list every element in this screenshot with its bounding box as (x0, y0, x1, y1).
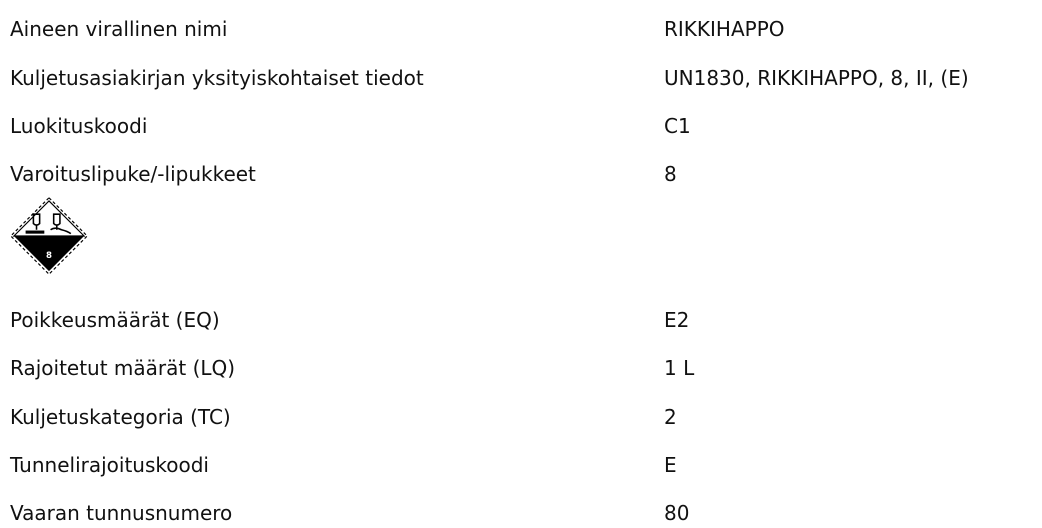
label-tunnel-restriction-code: Tunnelirajoituskoodi (10, 453, 209, 477)
label-hazard-labels: Varoituslipuke/-lipukkeet (10, 162, 256, 186)
label-transport-category: Kuljetuskategoria (TC) (10, 405, 231, 429)
value-limited-quantities: 1 L (664, 356, 695, 380)
row-limited-quantities (0, 353, 1042, 383)
value-hazard-identification-number: 80 (664, 501, 690, 525)
row-classification-code (0, 111, 1042, 141)
row-hazard-labels (0, 159, 1042, 189)
row-substance-name (0, 14, 1042, 44)
value-transport-category: 2 (664, 405, 677, 429)
hazard-class-number: 8 (46, 250, 52, 261)
row-excepted-quantities (0, 305, 1042, 335)
label-excepted-quantities: Poikkeusmäärät (EQ) (10, 308, 220, 332)
value-tunnel-restriction-code: E (664, 453, 677, 477)
label-transport-document-details: Kuljetusasiakirjan yksityiskohtaiset tiedot (10, 66, 424, 90)
value-transport-document-details: UN1830, RIKKIHAPPO, 8, II, (E) (664, 66, 969, 90)
value-substance-name: RIKKIHAPPO (664, 17, 785, 41)
value-excepted-quantities: E2 (664, 308, 690, 332)
label-hazard-identification-number: Vaaran tunnusnumero (10, 501, 233, 525)
value-hazard-labels: 8 (664, 162, 677, 186)
label-classification-code: Luokituskoodi (10, 114, 148, 138)
row-tunnel-restriction-code (0, 450, 1042, 480)
label-substance-name: Aineen virallinen nimi (10, 17, 228, 41)
row-transport-category (0, 402, 1042, 432)
label-limited-quantities: Rajoitetut määrät (LQ) (10, 356, 236, 380)
corrosive-class-8-icon (10, 197, 88, 275)
value-classification-code: C1 (664, 114, 691, 138)
row-transport-document-details (0, 63, 1042, 93)
